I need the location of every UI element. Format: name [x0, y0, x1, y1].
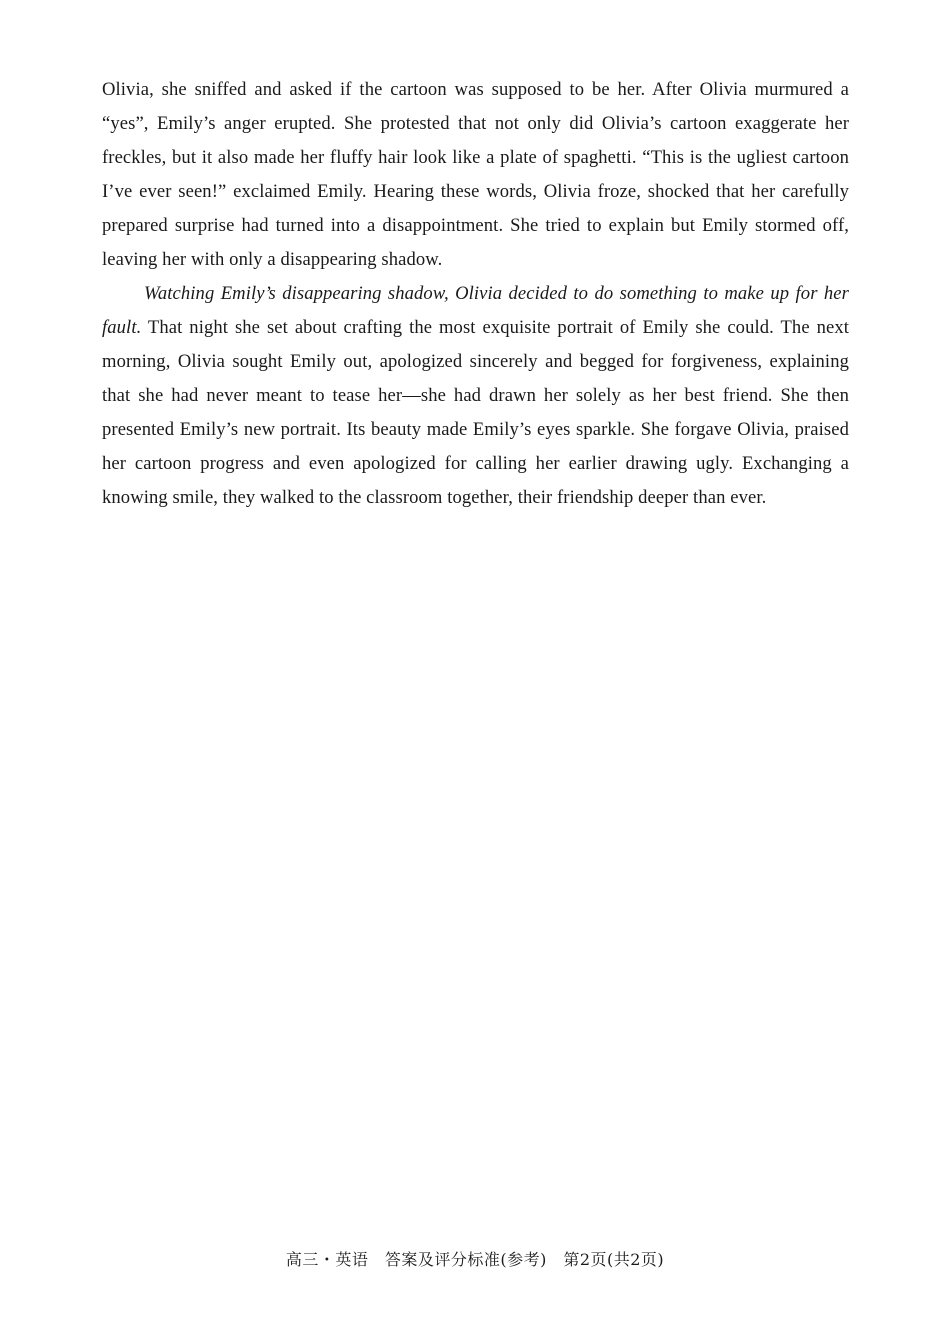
- paragraph-1: Olivia, she sniffed and asked if the cartoon was supposed to be her. After Olivia murmured a “yes”, Emily’s anger erupted. She protested that not only did Olivia’s cartoon exaggerate her freckles, but it also made her fluffy hair look like a plate of spaghetti. “This is the ugliest cartoon I’ve ever seen!” exclaimed Emily. Hearing these words, Olivia froze, shocked that her carefully prepared surprise had turned into a disappointment. She tried to explain but Emily stormed off, leaving her with only a disappearing shadow.: [102, 79, 849, 270]
- paragraph-2: [102, 277, 849, 515]
- paragraph-2-opening-sentence: Watching Emily’s disappearing shadow, Olivia decided to do something to make up for her fault.: [102, 283, 849, 338]
- essay-body: [102, 73, 849, 515]
- page-footer: 高三・英语 答案及评分标准(参考) 第2页(共2页): [285, 1250, 665, 1269]
- paragraph-2-body: That night she set about crafting the most exquisite portrait of Emily she could. The next morning, Olivia sought Emily out, apologized sincerely and begged for forgiveness, explaining that she had never meant to tease her—she had drawn her solely as her best friend. She then presented Emily’s new portrait. Its beauty made Emily’s eyes sparkle. She forgave Olivia, praised her cartoon progress and even apologized for calling her earlier drawing ugly. Exchanging a knowing smile, they walked to the classroom together, their friendship deeper than ever.: [102, 317, 849, 508]
